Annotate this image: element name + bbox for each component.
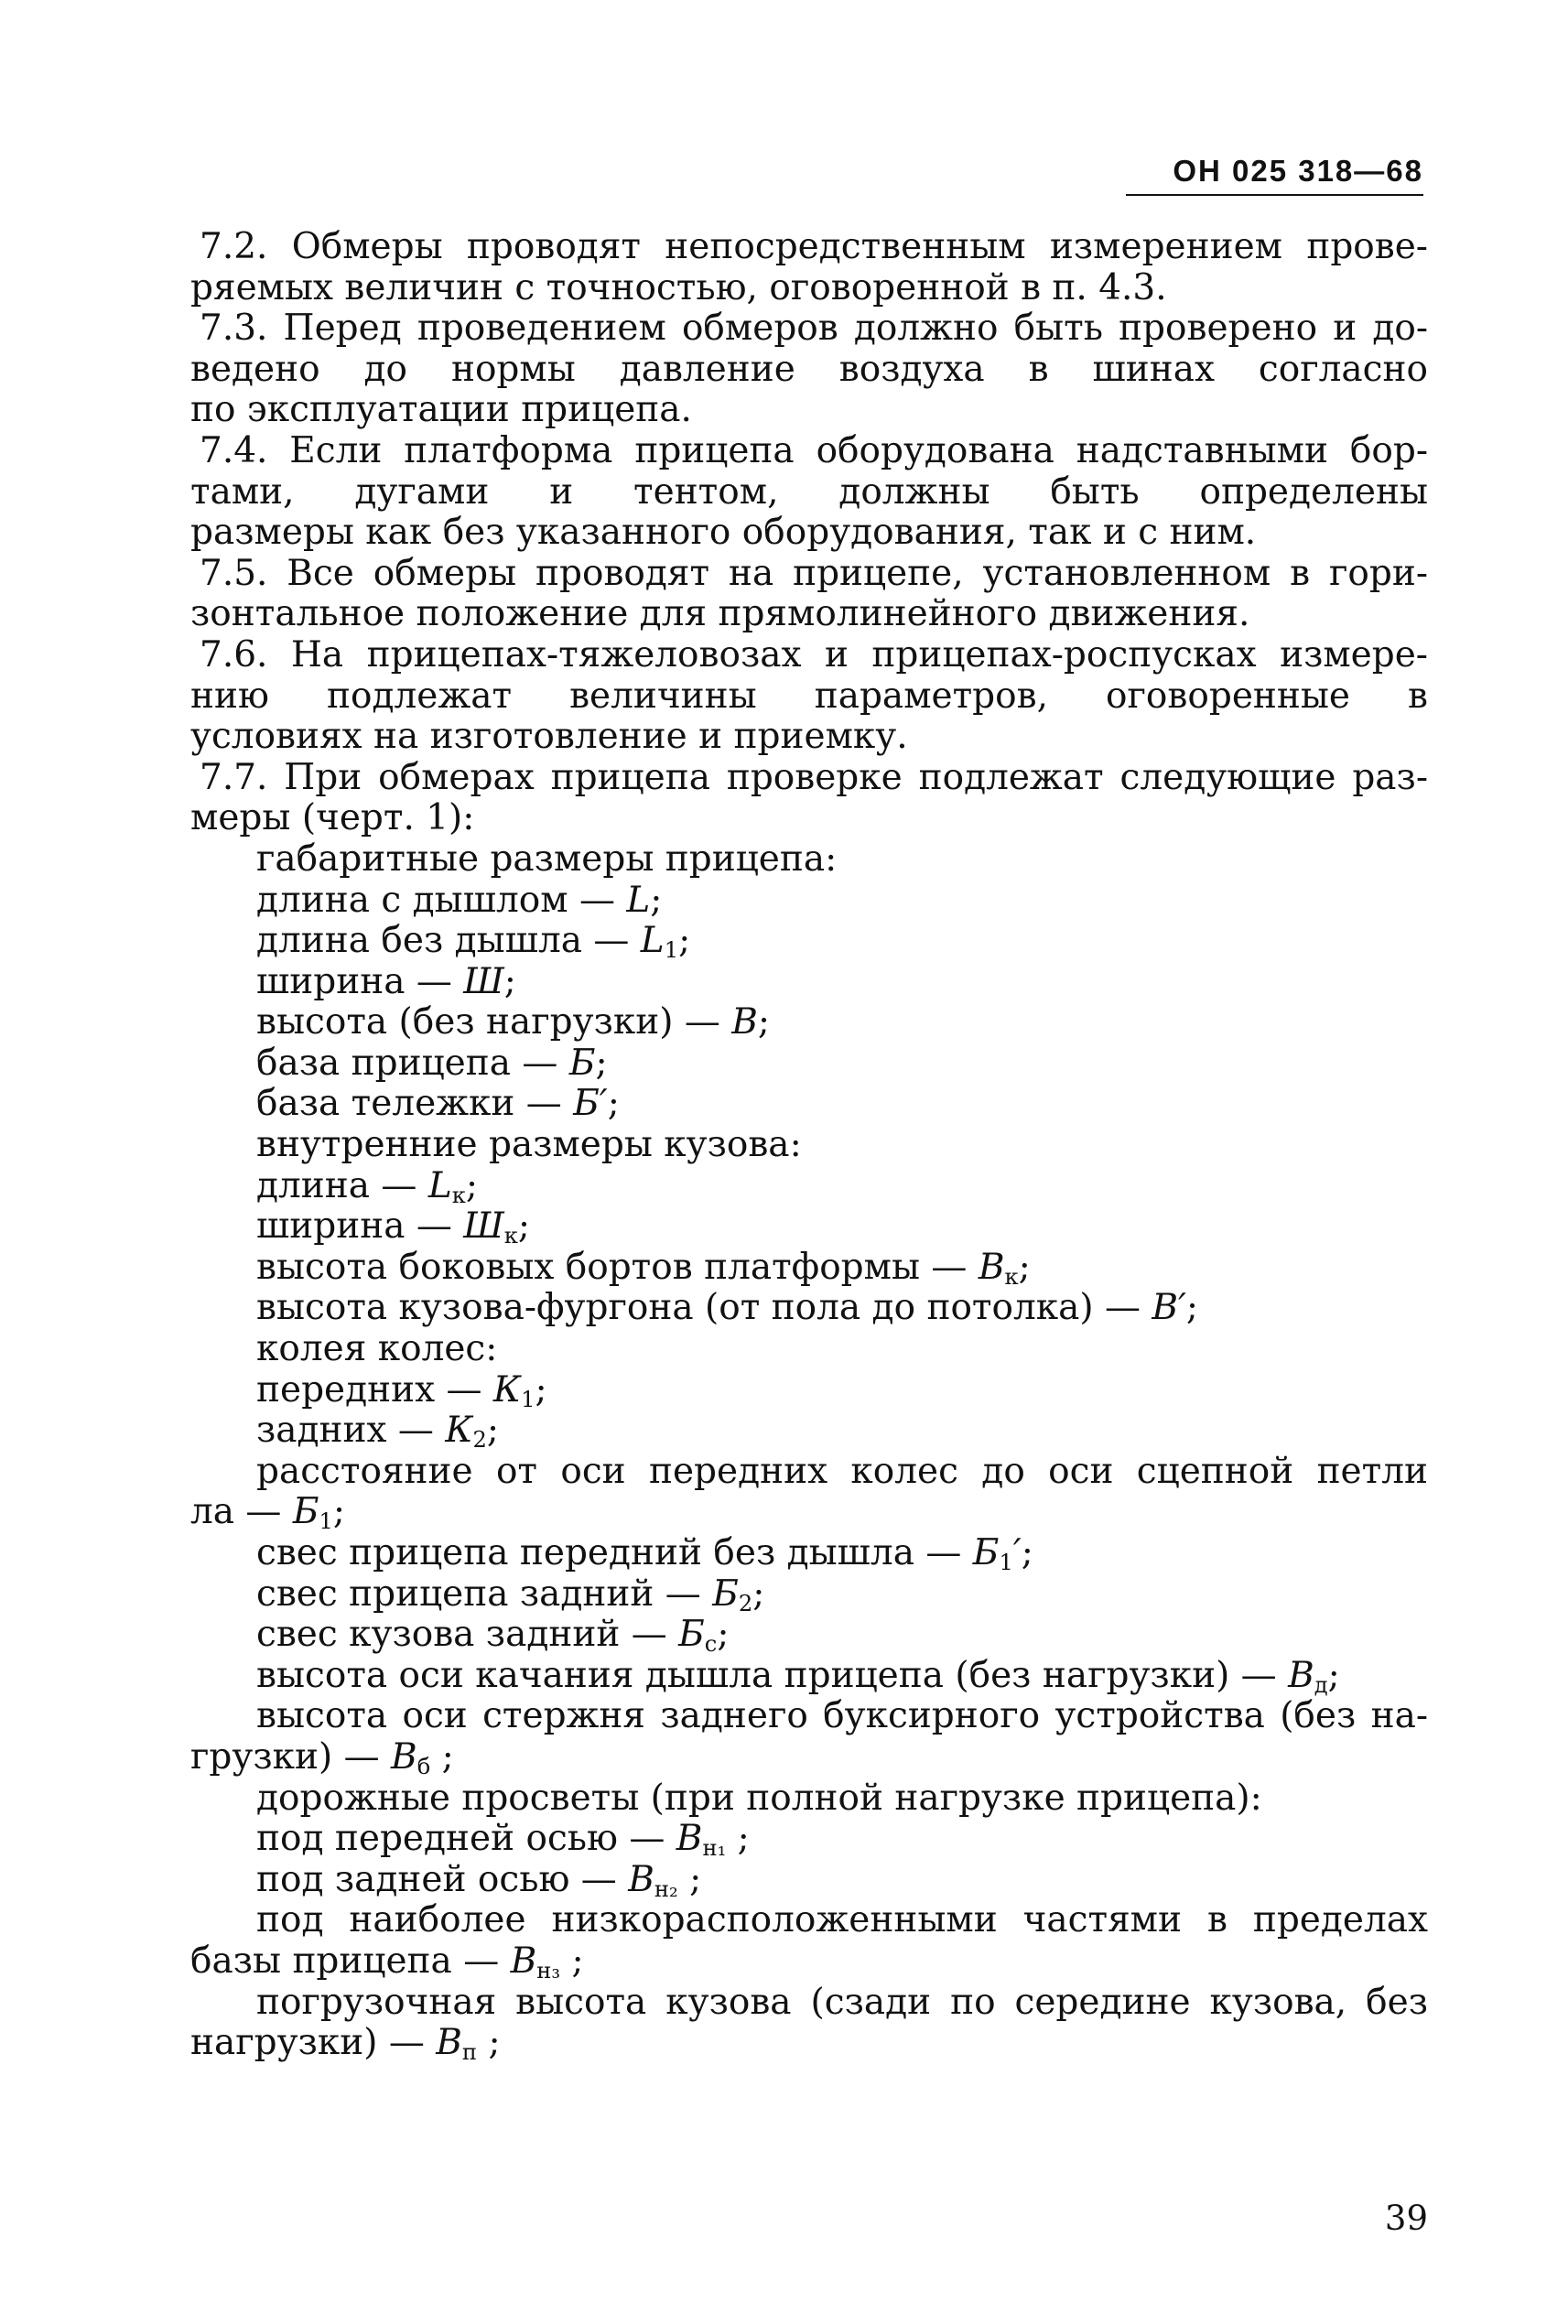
symbol: L [640,920,665,962]
list-item-continuation: базы прицепа — $В_{н_3}$ ; [190,1940,584,1984]
list-heading: дорожные просветы (при полной нагрузке прицепа): [256,1777,1262,1819]
item-text: грузки) — [190,1735,380,1778]
symbol-subscript: с [704,1631,718,1658]
symbol: L [427,1164,452,1206]
item-text: длина — [256,1164,417,1206]
list-item: высота оси стержня заднего буксирного устройства (без на- [256,1696,1428,1737]
list-item: свес прицепа передний без дышла — $Б_1'$; [256,1532,1033,1576]
paragraph-7-6-line: нию подлежат величины параметров, оговоренные в [190,676,1428,717]
item-text: свес прицепа задний — [256,1573,701,1615]
symbol: В [1288,1654,1314,1696]
symbol: В [628,1858,654,1900]
paragraph-7-5-line: 7.5. Все обмеры проводят на прицепе, установленном в гори- [200,553,1428,594]
symbol-subscript: д [1314,1671,1328,1698]
page-number: 39 [1384,2199,1428,2238]
item-text: передних — [256,1368,482,1411]
symbol: В [978,1246,1005,1288]
list-item-continuation: ла — $Б_1$; [190,1491,346,1535]
document-code: ОН 025 318—68 [1173,154,1423,188]
list-item: под передней осью — $В_{н_1}$ ; [256,1818,750,1862]
list-item: высота боковых бортов платформы — $В_к$; [256,1246,1031,1290]
symbol: Б [292,1491,319,1533]
symbol-subscript: б [416,1754,431,1779]
item-text: база прицепа — [256,1042,558,1084]
item-text: нагрузки) — [190,2022,425,2064]
paragraph-7-4-line: 7.4. Если платформа прицепа оборудована надставными бор- [200,430,1428,471]
symbol: Б′ [573,1083,608,1125]
symbol-subscript: н₁ [702,1835,727,1862]
symbol: Ш [463,1205,504,1248]
symbol: Б [678,1614,705,1656]
symbol-subscript: 2 [472,1427,487,1454]
symbol: В [391,1735,417,1778]
list-item: высота оси качания дышла прицепа (без нагрузки) — $В_д$; [256,1654,1340,1698]
list-item: под задней осью — $В_{н_2}$ ; [256,1858,702,1902]
item-text: длина без дышла — [256,920,630,962]
item-text: под передней осью — [256,1818,665,1860]
paragraph-7-4-line: размеры как без указанного оборудования, так и с ним. [190,512,1257,554]
list-item: задних — $К_2$; [256,1410,500,1454]
list-item: передних — $К_1$; [256,1368,547,1412]
symbol-subscript: к [503,1223,518,1249]
list-item: длина — $L_к$; [256,1164,478,1208]
list-heading: колея колес: [256,1328,498,1370]
symbol: Б [972,1532,1000,1573]
paragraph-7-6-line: 7.6. На прицепах-тяжеловозах и прицепах-роспусках измере- [200,634,1428,676]
item-text: длина с дышлом — [256,879,615,921]
list-item: длина без дышла — $L_1$; [256,920,691,964]
list-item: расстояние от оси передних колес до оси сцепной петли [256,1451,1428,1492]
item-text: задних — [256,1410,434,1452]
document-body [190,227,1428,2064]
paragraph-7-2-line: ряемых величин с точностью, оговоренной в п. 4.3. [190,266,1167,308]
list-heading: габаритные размеры прицепа: [256,838,838,880]
list-item: свес прицепа задний — $Б_2$; [256,1573,765,1616]
symbol: В [436,2022,462,2064]
paragraph-7-7-line: 7.7. При обмерах прицепа проверке подлежат следующие раз- [200,757,1428,798]
symbol-subscript: 2 [738,1590,753,1616]
list-item: погрузочная высота кузова (сзади по середине кузова, без [256,1982,1428,2023]
list-item: база тележки — Б′; [256,1083,620,1125]
paragraph-7-3-line: 7.3. Перед проведением обмеров должно быть проверено и до- [200,308,1428,350]
list-item: база прицепа — Б; [256,1042,608,1084]
list-item: высота (без нагрузки) — В; [256,1001,771,1043]
list-item: под наиболее низкорасположенными частями в пределах [256,1900,1428,1941]
item-text: высота боковых бортов платформы — [256,1246,968,1288]
symbol: В [731,1001,758,1043]
symbol-prime: ′ [1012,1532,1022,1573]
list-heading: внутренние размеры кузова: [256,1124,802,1166]
list-item: свес кузова задний — $Б_с$; [256,1614,730,1658]
item-text: ширина — [256,960,452,1002]
symbol-subscript: 1 [664,937,679,964]
symbol: Б [712,1573,739,1615]
symbol: К [492,1368,522,1411]
symbol-subscript: 1 [319,1508,333,1535]
symbol: Ш [463,960,504,1002]
item-text: высота оси качания дышла прицепа (без нагрузки) — [256,1654,1277,1696]
paragraph-7-2-line: 7.2. Обмеры проводят непосредственным измерением прове- [200,227,1428,267]
list-item: длина с дышлом — L; [256,879,663,921]
symbol-subscript: п [461,2039,478,2066]
paragraph-7-3-line: по эксплуатации прицепа. [190,389,692,431]
list-item-continuation: грузки) — $В_б$ ; [190,1735,454,1779]
item-text: базы прицепа — [190,1940,500,1982]
symbol: В [676,1818,703,1860]
symbol: L [626,879,651,921]
symbol: В′ [1152,1287,1186,1329]
symbol-subscript: к [1004,1263,1019,1290]
symbol-subscript: н₂ [654,1875,678,1902]
paragraph-7-7-line: меры (черт. 1): [190,797,475,839]
item-text: база тележки — [256,1083,562,1125]
symbol-subscript: 1 [999,1550,1013,1576]
list-item: ширина — Ш; [256,960,516,1002]
symbol: К [445,1410,473,1452]
paragraph-7-4-line: тами, дугами и тентом, должны быть определены [190,471,1428,513]
item-text: ширина — [256,1205,452,1248]
symbol-subscript: 1 [521,1386,535,1412]
item-text: свес прицепа передний без дышла — [256,1532,962,1573]
symbol-subscript: н₃ [536,1957,561,1984]
list-item-continuation: нагрузки) — $В_п$ ; [190,2022,501,2066]
header-rule [1126,194,1423,196]
item-text: высота кузова-фургона (от пола до потолка) — [256,1287,1141,1329]
paragraph-7-3-line: ведено до нормы давление воздуха в шинах согласно [190,349,1428,390]
item-text: свес кузова задний — [256,1614,667,1656]
list-item: высота кузова-фургона (от пола до потолка) — В′; [256,1287,1199,1329]
list-item: ширина — $Ш_к$; [256,1205,531,1249]
symbol: Б [568,1042,596,1084]
symbol: В [510,1940,537,1982]
paragraph-7-6-line: условиях на изготовление и приемку. [190,716,908,758]
symbol-subscript: к [451,1182,466,1208]
item-text: высота (без нагрузки) — [256,1001,720,1043]
item-text: ла — [190,1491,282,1533]
paragraph-7-5-line: зонтальное положение для прямолинейного движения. [190,593,1250,635]
item-text: под задней осью — [256,1858,617,1900]
